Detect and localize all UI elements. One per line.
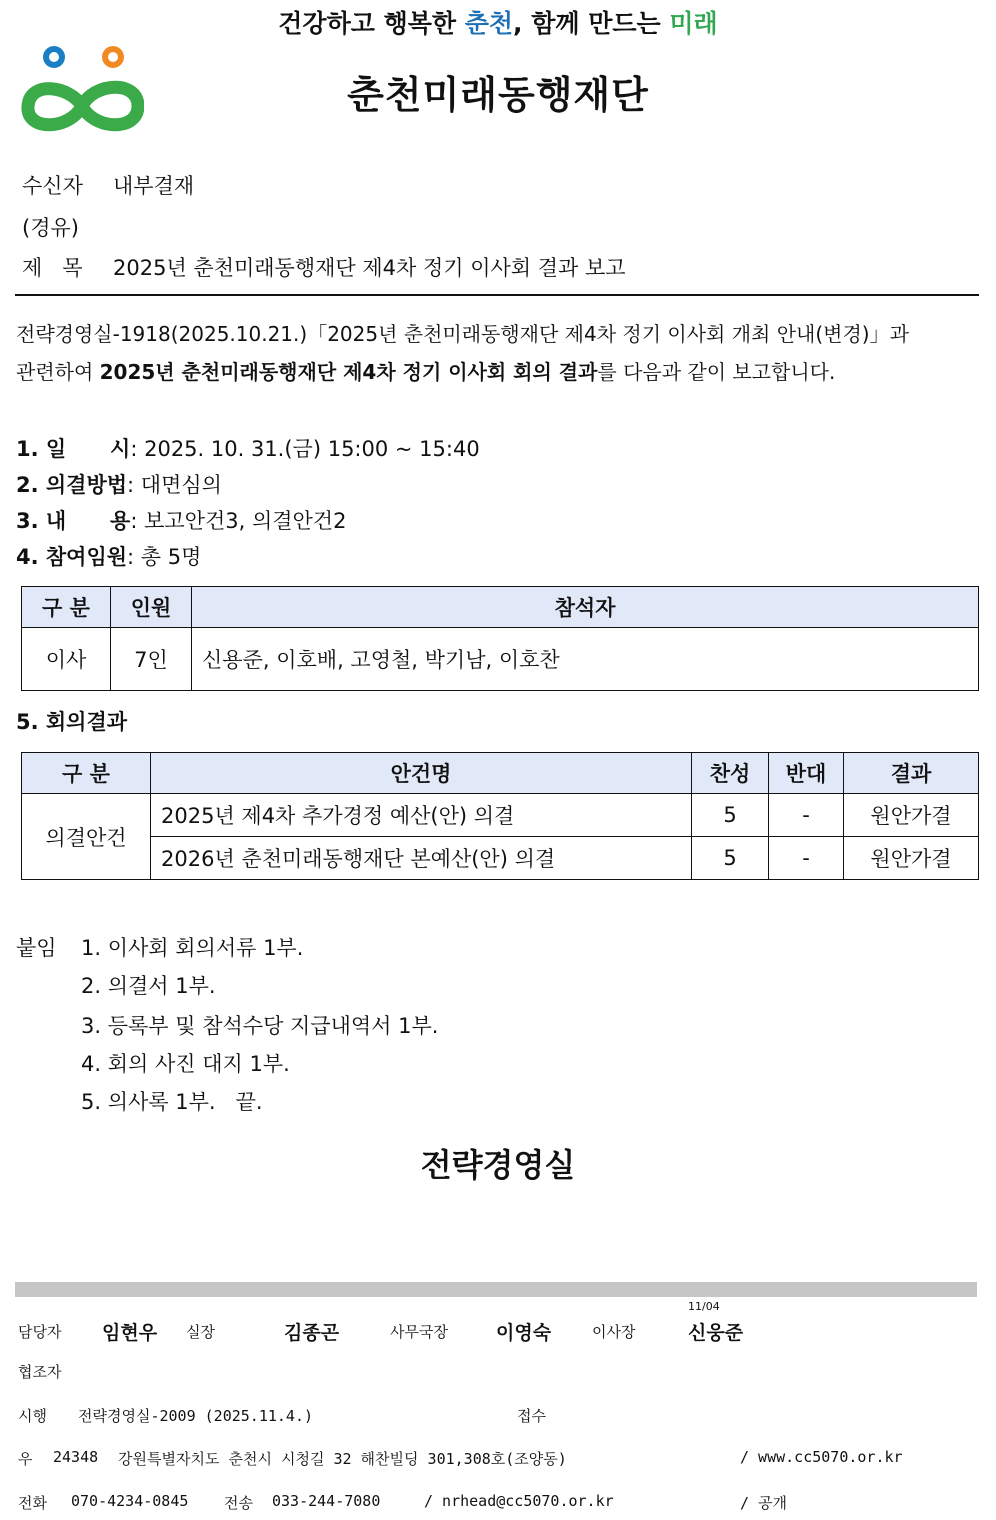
fax-number: 033-244-7080 [272,1492,381,1510]
attachments-label: 붙임 [16,936,57,960]
results-agenda-name: 2025년 제4차 추가경정 예산(안) 의결 [151,794,692,837]
approval-name-head: 김종곤 [284,1322,340,1344]
item-attendees-value: : 총 5명 [127,545,202,569]
footer-divider [15,1282,977,1297]
results-header-yes: 찬성 [692,753,769,794]
attendance-header-category: 구 분 [22,587,111,628]
results-no: - [769,837,844,880]
approval-name-chairman: 신웅준 [688,1322,744,1344]
item-method-label: 2. 의결방법 [16,473,128,497]
attendance-table [21,586,979,691]
postal-code: 24348 [53,1448,99,1466]
subject-value: 2025년 춘천미래동행재단 제4차 정기 이사회 결과 보고 [113,256,626,280]
results-yes: 5 [692,794,769,837]
results-heading: 5. 회의결과 [16,710,128,734]
approval-role-secretary: 사무국장 [390,1323,448,1341]
item-date [16,433,480,463]
via-label: (경유) [22,216,79,240]
intro-line-1: 전략경영실-1918(2025.10.21.)「2025년 춘천미래동행재단 제4차 정기 이사회 개최 안내(변경)」과 [16,322,909,346]
results-agenda-name: 2026년 춘천미래동행재단 본예산(안) 의결 [151,837,692,880]
enforce-value: 전략경영실-2009 (2025.11.4.) [78,1407,314,1425]
results-result: 원안가결 [844,837,979,880]
phone-number: 070-4234-0845 [71,1492,189,1510]
slogan-future: 미래 [669,9,718,38]
intro-line-2-bold: 2025년 춘천미래동행재단 제4차 정기 이사회 회의 결과 [99,360,598,384]
results-result: 원안가결 [844,794,979,837]
receipt-label: 접수 [517,1407,546,1425]
attachment-item: 2. 의결서 1부. [81,974,216,998]
subject-label: 제 목 [22,256,83,280]
attachment-item: 3. 등록부 및 참석수당 지급내역서 1부. [81,1014,439,1038]
results-header-category: 구 분 [22,753,151,794]
results-table [21,752,979,880]
address: 강원특별자치도 춘천시 시청길 32 해찬빌딩 301,308호(조양동) [118,1450,567,1468]
recipient-label: 수신자 [22,174,83,198]
intro-line-2-post: 를 다음과 같이 보고합니다. [597,360,836,384]
recipient-value: 내부결재 [113,174,195,198]
disclosure-status: / 공개 [740,1494,788,1512]
issuing-department: 전략경영실 [420,1146,576,1184]
intro-line-2 [16,356,835,385]
attendance-count: 7인 [111,628,192,691]
attachment-item: 4. 회의 사진 대지 1부. [81,1052,290,1076]
fax-label: 전송 [224,1494,253,1512]
item-attendees [16,541,201,571]
phone-label: 전화 [18,1494,47,1512]
approval-role-staff: 담당자 [18,1323,62,1341]
attendance-row [22,628,979,691]
slogan-pre: 건강하고 행복한 [278,9,465,38]
results-header-row [22,753,979,794]
results-group: 의결안건 [22,794,151,880]
slogan [0,4,996,40]
approval-date: 11/04 [688,1300,720,1313]
attendance-header-attendees: 참석자 [192,587,979,628]
attendance-header-row [22,587,979,628]
approval-name-secretary: 이영숙 [496,1322,552,1344]
approval-name-staff: 임현우 [102,1322,158,1344]
item-attendees-label: 4. 참여임원 [16,545,128,569]
attachment-item: 5. 의사록 1부. 끝. [81,1090,263,1114]
results-row [22,794,979,837]
cooperator-label: 협조자 [18,1363,62,1381]
item-method-value: : 대면심의 [127,473,222,497]
results-header-agenda: 안건명 [151,753,692,794]
attendance-names: 신용준, 이호배, 고영철, 박기남, 이호찬 [192,628,979,691]
item-content-value: : 보고안건3, 의결안건2 [130,509,347,533]
results-row [22,837,979,880]
item-method [16,469,222,499]
approval-role-head: 실장 [186,1323,215,1341]
intro-line-2-pre: 관련하여 [16,360,100,384]
results-header-result: 결과 [844,753,979,794]
item-date-value: : 2025. 10. 31.(금) 15:00 ~ 15:40 [130,437,480,461]
organization-name: 춘천미래동행재단 [347,73,649,117]
results-yes: 5 [692,837,769,880]
attachment-item: 1. 이사회 회의서류 1부. [81,936,304,960]
slogan-mid: , 함께 만드는 [513,9,670,38]
attendance-header-count: 인원 [111,587,192,628]
attendance-category: 이사 [22,628,111,691]
item-date-label: 1. 일 시 [16,437,131,461]
approval-role-chairman: 이사장 [592,1323,636,1341]
results-no: - [769,794,844,837]
email-link[interactable]: / nrhead@cc5070.or.kr [424,1492,614,1510]
results-header-no: 반대 [769,753,844,794]
item-content-label: 3. 내 용 [16,509,131,533]
postal-label: 우 [18,1450,33,1468]
slogan-city: 춘천 [464,9,514,38]
item-content [16,505,346,535]
website-link[interactable]: / www.cc5070.or.kr [740,1448,903,1466]
header-divider [15,294,979,296]
enforce-label: 시행 [18,1407,47,1425]
